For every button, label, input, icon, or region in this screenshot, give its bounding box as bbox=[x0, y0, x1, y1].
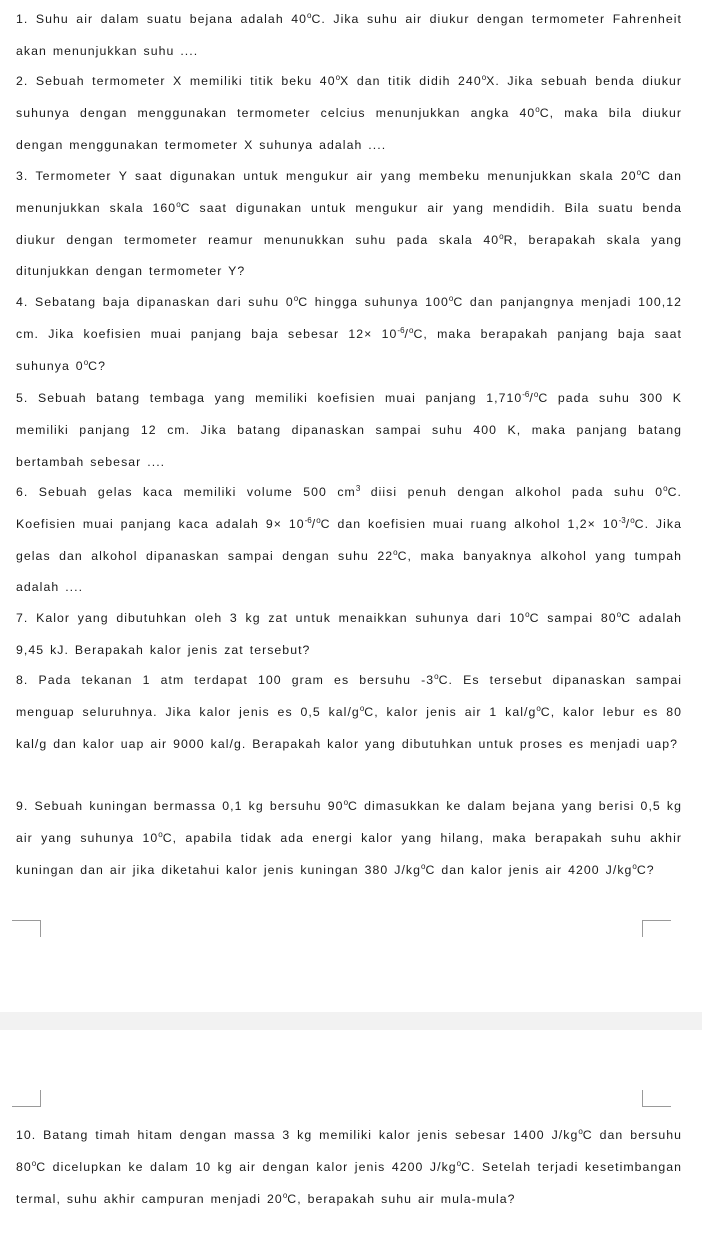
exponent: -6 bbox=[397, 325, 405, 335]
question-text: C dan koefisien muai ruang alkohol 1,2× 10 bbox=[320, 516, 619, 531]
degree-sign: o bbox=[31, 1158, 37, 1168]
degree-sign: o bbox=[343, 798, 349, 807]
question-text: / bbox=[625, 516, 631, 531]
question-text: Pada tekanan 1 atm terdapat 100 gram es bersuhu -3 bbox=[38, 673, 435, 687]
question-text: C dan panjangnya menjadi 100,12 cm. Jika koefisien muai panjang baja sebesar 12× 10 bbox=[16, 295, 682, 341]
question-text: C saat digunakan untuk mengukur air yang mendidih. Bila suatu benda diukur dengan termometer reamur menunukkan suhu pada skala 40 bbox=[16, 200, 682, 247]
crop-mark-top-right bbox=[642, 920, 671, 937]
question-4 bbox=[16, 287, 682, 382]
question-text: C. Es tersebut dipanaskan sampai menguap seluruhnya. Jika kalor jenis es 0,5 kal/g bbox=[16, 673, 682, 719]
degree-sign: o bbox=[359, 703, 365, 713]
question-text: C dimasukkan ke dalam bejana yang berisi 0,5 kg air yang suhunya 10 bbox=[16, 799, 683, 845]
question-text: Sebatang baja dipanaskan dari suhu 0 bbox=[35, 295, 294, 309]
degree-sign: o bbox=[536, 703, 541, 713]
question-number: 2. bbox=[16, 74, 29, 88]
question-text: Batang timah hitam dengan massa 3 kg memiliki kalor jenis sebesar 1400 J/kg bbox=[43, 1128, 579, 1142]
question-number: 7. bbox=[16, 611, 29, 625]
question-text: Sebuah batang tembaga yang memiliki koefisien muai panjang 1,710 bbox=[37, 391, 523, 405]
exponent: -3 bbox=[618, 515, 626, 525]
question-7 bbox=[16, 603, 682, 667]
degree-sign: o bbox=[636, 168, 642, 177]
question-text: / bbox=[311, 516, 317, 531]
question-text: Sebuah gelas kaca memiliki volume 500 cm bbox=[38, 485, 356, 499]
question-text: C adalah 9,45 kJ. Berapakah kalor jenis zat tersebut? bbox=[16, 611, 683, 657]
question-text: Kalor yang dibutuhkan oleh 3 kg zat untuk menaikkan suhunya dari 10 bbox=[36, 611, 526, 625]
degree-sign: o bbox=[533, 390, 539, 399]
degree-sign: o bbox=[499, 231, 504, 241]
question-text: C. Setelah terjadi kesetimbangan termal, suhu akhir campuran menjadi 20 bbox=[16, 1159, 683, 1206]
question-number: 10. bbox=[16, 1128, 37, 1142]
degree-sign: o bbox=[176, 199, 181, 209]
question-text: X. Jika sebuah benda diukur suhunya dengan menggunakan termometer celcius menunjukkan angka 40 bbox=[16, 74, 682, 120]
question-1 bbox=[16, 4, 682, 68]
degree-sign: o bbox=[293, 294, 299, 303]
question-text: C, berapakah suhu air mula-mula? bbox=[287, 1191, 516, 1206]
degree-sign: o bbox=[307, 11, 312, 20]
degree-sign: o bbox=[535, 104, 540, 114]
question-3 bbox=[16, 161, 682, 288]
question-5 bbox=[16, 383, 682, 478]
question-text: X dan titik didih 240 bbox=[340, 74, 482, 88]
question-text: C. Jika suhu air diukur dengan termometer Fahrenheit akan menunjukkan suhu .... bbox=[16, 12, 682, 58]
degree-sign: o bbox=[481, 73, 487, 82]
question-text: C dan menunjukkan skala 160 bbox=[16, 169, 682, 215]
degree-sign: o bbox=[158, 829, 163, 839]
question-10 bbox=[16, 1120, 682, 1215]
degree-sign: o bbox=[578, 1127, 583, 1136]
question-2 bbox=[16, 66, 682, 161]
question-number: 5. bbox=[16, 391, 29, 405]
question-text: C hingga suhunya 100 bbox=[298, 295, 449, 309]
degree-sign: o bbox=[630, 515, 635, 525]
question-text: C? bbox=[636, 862, 655, 877]
degree-sign: o bbox=[393, 547, 398, 557]
question-text: C dan kalor jenis air 4200 J/kg bbox=[425, 862, 633, 877]
question-number: 8. bbox=[16, 673, 29, 687]
question-8 bbox=[16, 665, 682, 760]
question-6 bbox=[16, 477, 682, 604]
degree-sign: o bbox=[316, 515, 321, 525]
degree-sign: o bbox=[421, 861, 426, 871]
question-text: C. Koefisien muai panjang kaca adalah 9× 10 bbox=[16, 485, 683, 531]
degree-sign: o bbox=[616, 610, 622, 619]
question-text: C, maka bila diukur dengan menggunakan termometer X suhunya adalah .... bbox=[16, 105, 682, 152]
degree-sign: o bbox=[83, 357, 89, 367]
degree-sign: o bbox=[434, 672, 439, 681]
question-text: Suhu air dalam suatu bejana adalah 40 bbox=[35, 12, 308, 26]
question-text: C, maka berapakah panjang baja saat suhunya 0 bbox=[16, 326, 682, 373]
crop-mark-bottom-left bbox=[12, 1090, 41, 1107]
question-number: 9. bbox=[16, 799, 29, 813]
degree-sign: o bbox=[663, 484, 668, 493]
page-separator bbox=[0, 1012, 702, 1030]
question-text: Sebuah termometer X memiliki titik beku 40 bbox=[35, 74, 336, 88]
question-number: 4. bbox=[16, 295, 29, 309]
crop-mark-top-left bbox=[12, 920, 41, 937]
question-text: C, kalor lebur es 80 kal/g dan kalor uap air 9000 kal/g. Berapakah kalor yang dibutuhkan untuk proses es menjadi uap? bbox=[16, 704, 682, 751]
question-9 bbox=[16, 791, 682, 886]
crop-mark-bottom-right bbox=[642, 1090, 671, 1107]
question-text: diisi penuh dengan alkohol pada suhu 0 bbox=[360, 485, 664, 499]
question-text: C, maka banyaknya alkohol yang tumpah adalah .... bbox=[16, 548, 682, 595]
question-text: R, berapakah skala yang ditunjukkan dengan termometer Y? bbox=[16, 232, 682, 279]
question-text: C sampai 80 bbox=[529, 611, 617, 625]
question-text: C? bbox=[88, 358, 106, 373]
question-text: C, kalor jenis air 1 kal/g bbox=[364, 704, 537, 719]
question-text: C pada suhu 300 K memiliki panjang 12 cm. Jika batang dipanaskan sampai suhu 400 K, maka panjang batang bertambah sebesar .... bbox=[16, 391, 683, 469]
degree-sign: o bbox=[525, 610, 530, 619]
degree-sign: o bbox=[282, 1190, 288, 1200]
question-text: C. Jika gelas dan alkohol dipanaskan sampai dengan suhu 22 bbox=[16, 516, 682, 563]
question-text: C, apabila tidak ada energi kalor yang hilang, maka berapakah suhu akhir kuningan dan air jika diketahui kalor jenis kuningan 380 J/kg bbox=[16, 830, 682, 877]
question-text: C dan bersuhu 80 bbox=[16, 1128, 682, 1174]
question-text: Termometer Y saat digunakan untuk mengukur air yang membeku menunjukkan skala 20 bbox=[35, 169, 637, 183]
exponent: -6 bbox=[522, 390, 530, 399]
degree-sign: o bbox=[335, 73, 341, 82]
degree-sign: o bbox=[409, 325, 414, 335]
question-text: / bbox=[529, 391, 534, 405]
degree-sign: o bbox=[448, 294, 454, 303]
exponent: 3 bbox=[355, 484, 361, 493]
exponent: -6 bbox=[304, 515, 312, 525]
question-text: C dicelupkan ke dalam 10 kg air dengan kalor jenis 4200 J/kg bbox=[36, 1159, 457, 1174]
question-text: / bbox=[404, 326, 409, 341]
question-number: 6. bbox=[16, 485, 29, 499]
question-text: Sebuah kuningan bermassa 0,1 kg bersuhu 90 bbox=[34, 799, 344, 813]
question-number: 1. bbox=[16, 12, 29, 26]
question-number: 3. bbox=[16, 169, 29, 183]
degree-sign: o bbox=[632, 861, 637, 871]
degree-sign: o bbox=[456, 1158, 462, 1168]
